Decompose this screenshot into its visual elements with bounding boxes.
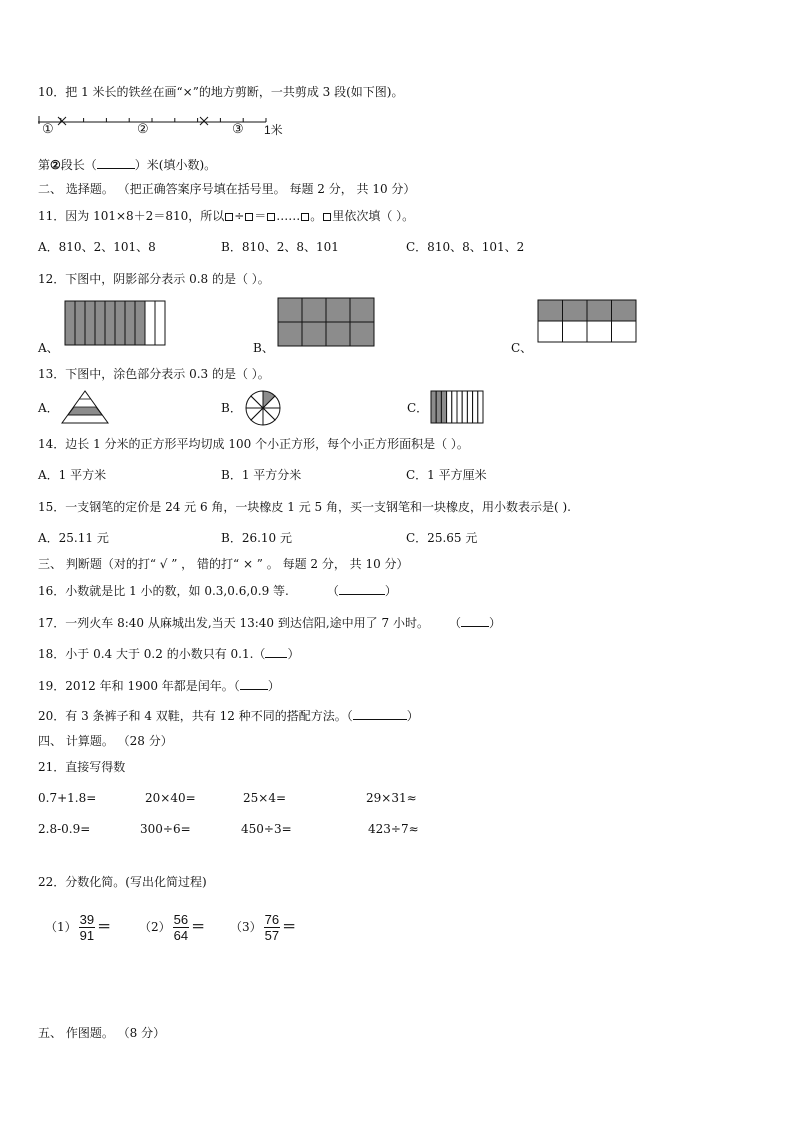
q12-figure-c — [538, 300, 638, 344]
section-3-heading: 三、 判断题（对的打“ √ ” ， 错的打“ × ” 。 每题 2 分， 共 10 分） — [38, 557, 409, 571]
fraction — [264, 912, 280, 943]
q20-text: 20．有 3 条裤子和 4 双鞋，共有 12 种不同的搭配方法。 — [38, 709, 347, 723]
strip-cell — [436, 391, 441, 423]
paren-right: ） — [406, 709, 419, 723]
fraction-numerator: 76 — [264, 912, 280, 927]
strip-cell — [115, 301, 125, 345]
strip-cell — [65, 301, 75, 345]
paren-left: （ — [253, 647, 266, 661]
paren-left: （ — [346, 709, 353, 723]
box-icon — [267, 213, 275, 221]
strip-cell — [145, 301, 155, 345]
q13-figure-a — [60, 389, 110, 425]
q15-option-b[interactable]: B．26.10 元 — [221, 531, 292, 545]
box-icon — [301, 213, 309, 221]
box-icon — [323, 213, 331, 221]
q11-stem-c: ＝ — [254, 209, 267, 223]
q15-option-a[interactable]: A．25.11 元 — [38, 531, 109, 545]
q13-figure-c — [430, 389, 490, 425]
fraction-denominator: 64 — [173, 928, 189, 943]
strip-cell — [457, 391, 462, 423]
grid-cell — [563, 321, 588, 342]
grid-cell — [302, 322, 326, 346]
q20 — [38, 707, 419, 724]
fraction-item-1 — [45, 908, 111, 947]
equals-sign: ＝ — [282, 919, 297, 936]
grid-cell — [278, 322, 302, 346]
fraction-label: （2） — [139, 920, 171, 934]
q10-answer-circle: ② — [50, 158, 61, 172]
calc-item: 423÷7≈ — [368, 822, 419, 836]
q11-stem-e: 。 — [310, 209, 323, 223]
strip-cell — [431, 391, 436, 423]
q10-text: 10．把 1 米长的铁丝在画“×”的地方剪断，一共剪成 3 段(如下图)。 — [38, 85, 404, 99]
q12-figure-b — [278, 298, 378, 348]
strip-cell — [95, 301, 105, 345]
q11-option-b[interactable]: B．810、2、8、101 — [221, 240, 339, 254]
q12-stem: 12．下图中，阴影部分表示 0.8 的是（ ）。 — [38, 272, 270, 286]
q12-label-a[interactable]: A、 — [38, 341, 59, 355]
q13-label-c[interactable]: C． — [407, 401, 429, 415]
strip-cell — [135, 301, 145, 345]
calc-item: 450÷3= — [241, 822, 292, 836]
strip-cell — [155, 301, 165, 345]
wire-diagram — [38, 112, 298, 142]
q12-figure-a — [65, 300, 165, 346]
paren-right: ） — [287, 647, 300, 661]
equals-sign: ＝ — [191, 919, 206, 936]
strip-cell — [473, 391, 478, 423]
strip-cell — [75, 301, 85, 345]
segment-mark-2: ② — [137, 122, 149, 137]
strip-cell — [441, 391, 446, 423]
section-4-heading: 四、 计算题。 （28 分） — [38, 734, 173, 748]
q16-answer-blank[interactable] — [339, 582, 385, 595]
segment-mark-3: ③ — [232, 122, 244, 137]
calc-item: 0.7+1.8= — [38, 791, 97, 805]
section-5-heading: 五、 作图题。 （8 分） — [38, 1026, 166, 1040]
fraction-denominator: 57 — [264, 928, 280, 943]
fraction-numerator: 56 — [173, 912, 189, 927]
grid-cell — [326, 322, 350, 346]
q16 — [38, 582, 397, 599]
triangle-shaded-band — [68, 407, 102, 415]
q18-answer-blank[interactable] — [265, 645, 287, 658]
grid-cell — [563, 300, 588, 321]
q19-answer-blank[interactable] — [240, 677, 268, 690]
grid-cell — [538, 300, 563, 321]
q14-stem: 14．边长 1 分米的正方形平均切成 100 个小正方形，每个小正方形面积是（ ）。 — [38, 437, 469, 451]
fraction-label: （1） — [45, 920, 77, 934]
q15-stem: 15．一支钢笔的定价是 24 元 6 角，一块橡皮 1 元 5 角，买一支钢笔和一块橡皮，用小数表示是( ). — [38, 500, 571, 514]
q13-label-b[interactable]: B． — [221, 401, 242, 415]
paren-right: ） — [488, 616, 501, 630]
q17-text: 17．一列火车 8:40 从麻城出发,当天 13:40 到达信阳,途中用了 7 小时。 — [38, 616, 429, 630]
calc-item: 29×31≈ — [366, 791, 417, 805]
cut-mark-1 — [58, 117, 66, 125]
grid-cell — [612, 300, 637, 321]
fraction-item-2 — [139, 908, 205, 947]
calc-item: 25×4= — [243, 791, 287, 805]
grid-cell — [302, 298, 326, 322]
cut-mark-2 — [200, 117, 208, 125]
section-2-heading: 二、 选择题。 （把正确答案序号填在括号里。 每题 2 分， 共 10 分） — [38, 182, 416, 196]
q11-stem — [38, 208, 414, 224]
q10-answer-blank[interactable] — [97, 156, 135, 169]
strip-cell — [447, 391, 452, 423]
q22-title: 22．分数化简。(写出化简过程) — [38, 875, 207, 889]
q19 — [38, 677, 280, 694]
q11-stem-b: ÷ — [234, 209, 245, 223]
strip-cell — [105, 301, 115, 345]
fraction-denominator: 91 — [79, 928, 95, 943]
paren-left: （ — [233, 679, 240, 693]
grid-cell — [587, 300, 612, 321]
q12-label-b[interactable]: B、 — [253, 341, 274, 355]
q13-stem: 13．下图中，涂色部分表示 0.3 的是（ ）。 — [38, 367, 270, 381]
q14-option-a[interactable]: A．1 平方米 — [38, 468, 107, 482]
paren-right: ） — [384, 584, 397, 598]
strip-cell — [452, 391, 457, 423]
q11-stem-a: 11．因为 101×8＋2＝810，所以 — [38, 209, 225, 223]
equals-sign: ＝ — [97, 919, 112, 936]
grid-cell — [538, 321, 563, 342]
strip-cell — [125, 301, 135, 345]
q14-option-c[interactable]: C．1 平方厘米 — [406, 468, 487, 482]
q10-answer-prefix: 第 — [38, 158, 51, 172]
q21-title: 21．直接写得数 — [38, 760, 126, 774]
strip-cell — [462, 391, 467, 423]
grid-cell — [326, 298, 350, 322]
q10-answer-suffix: ）米(填小数)。 — [134, 158, 217, 172]
q14-option-b[interactable]: B．1 平方分米 — [221, 468, 302, 482]
q11-stem-f: 里依次填（ ）。 — [332, 209, 415, 223]
q11-option-a[interactable]: A．810、2、101、8 — [38, 240, 156, 254]
q18-text: 18．小于 0.4 大于 0.2 的小数只有 0.1. — [38, 647, 254, 661]
q11-stem-d: …… — [276, 209, 301, 223]
q11-option-c[interactable]: C．810、8、101、2 — [406, 240, 525, 254]
q15-option-c[interactable]: C．25.65 元 — [406, 531, 478, 545]
q20-answer-blank[interactable] — [353, 707, 407, 720]
fraction-numerator: 39 — [79, 912, 95, 927]
paren-left: （ — [326, 584, 339, 598]
box-icon — [225, 213, 233, 221]
q12-label-c[interactable]: C、 — [511, 341, 533, 355]
paren-left: （ — [448, 616, 461, 630]
q17 — [38, 614, 501, 631]
strip-cell — [85, 301, 95, 345]
q10-answer-line — [38, 156, 216, 173]
calc-item: 20×40= — [145, 791, 196, 805]
q10-answer-mid: 段长（ — [60, 158, 97, 172]
q19-text: 19．2012 年和 1900 年都是闰年。 — [38, 679, 234, 693]
grid-cell — [278, 298, 302, 322]
q17-answer-blank[interactable] — [461, 614, 489, 627]
fraction — [173, 912, 189, 943]
strip-cell — [478, 391, 483, 423]
wire-end-label: 1米 — [264, 123, 283, 137]
q13-figure-b — [244, 389, 284, 429]
grid-cell — [350, 298, 374, 322]
fraction-item-3 — [230, 908, 296, 947]
grid-cell — [350, 322, 374, 346]
paren-right: ） — [267, 679, 280, 693]
segment-mark-1: ① — [42, 122, 54, 137]
strip-cell — [467, 391, 472, 423]
fraction-label: （3） — [230, 920, 262, 934]
grid-cell — [612, 321, 637, 342]
q18 — [38, 645, 299, 662]
fraction — [79, 912, 95, 943]
calc-item: 300÷6= — [140, 822, 191, 836]
calc-item: 2.8-0.9= — [38, 822, 91, 836]
box-icon — [245, 213, 253, 221]
grid-cell — [587, 321, 612, 342]
q13-label-a[interactable]: A． — [38, 401, 59, 415]
q16-text: 16．小数就是比 1 小的数，如 0.3,0.6,0.9 等. — [38, 584, 289, 598]
